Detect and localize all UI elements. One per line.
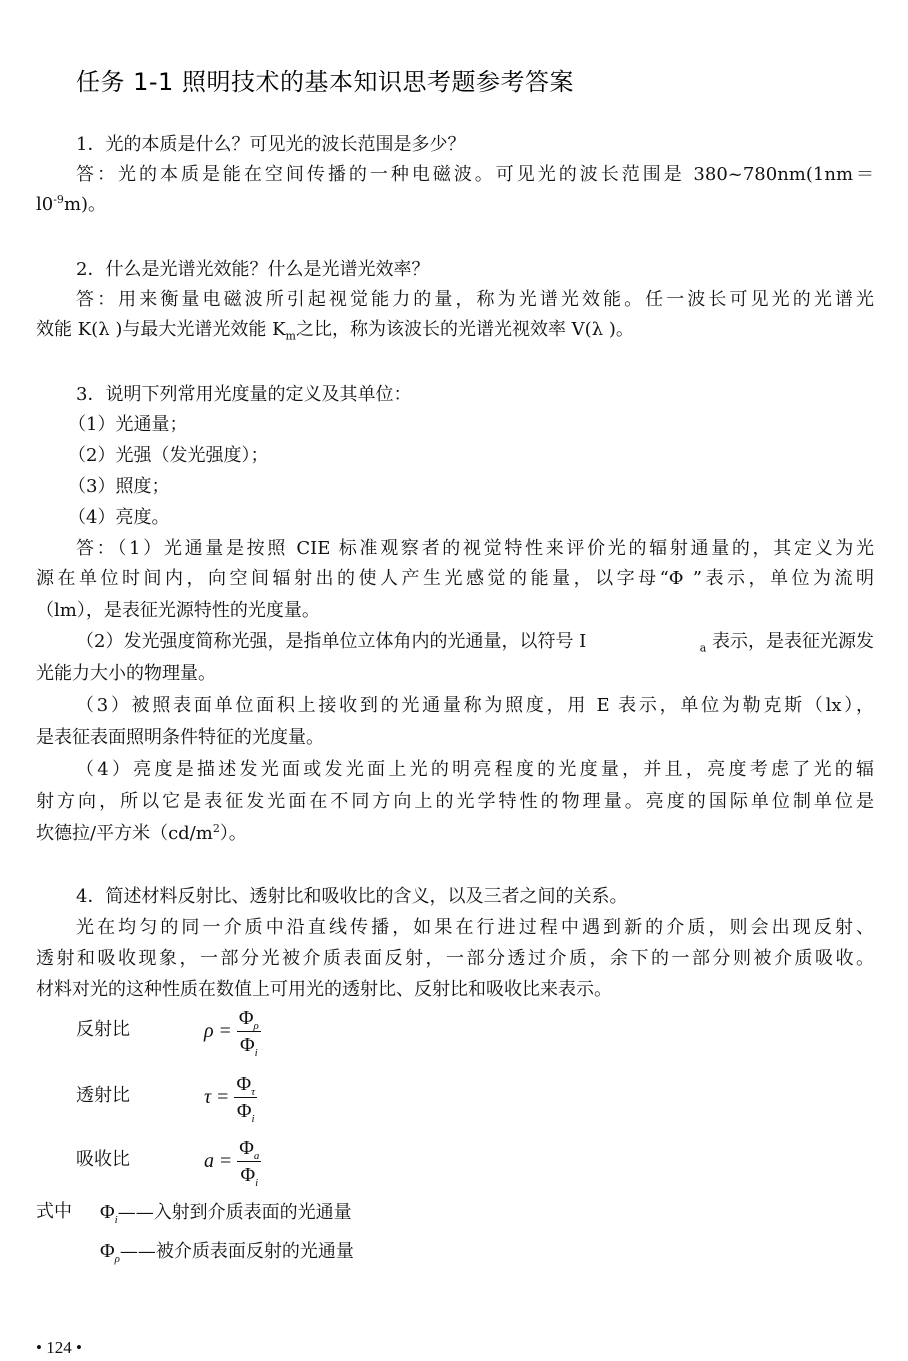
fraction: $\frac{\Phi_\tau}{\Phi_i}$ xyxy=(236,1073,256,1125)
question-3-item: （1）光通量； xyxy=(68,414,188,435)
formula-absorptance: a = $\frac{\Phi_a}{\Phi_i}$ xyxy=(204,1137,260,1189)
page-number: • 124 • xyxy=(36,1338,82,1357)
answer-3-2-line-2: 光能力大小的物理量。 xyxy=(36,663,216,684)
answer-3-4-line-1: （4）亮度是描述发光面或发光面上光的明亮程度的光度量，并且，亮度考虑了光的辐 xyxy=(76,759,874,780)
answer-1-line-1: 答：光的本质是能在空间传播的一种电磁波。可见光的波长范围是 380~780nm(1nm＝ xyxy=(76,164,874,185)
answer-3-3-line-1: （3）被照表面单位面积上接收到的光通量称为照度，用 E 表示，单位为勒克斯（lx）， xyxy=(76,695,874,716)
answer-3-1-line-3: （lm），是表征光源特性的光度量。 xyxy=(36,600,320,621)
answer-4-line-3: 材料对光的这种性质在数值上可用光的透射比、反射比和吸收比来表示。 xyxy=(36,979,612,1000)
formula-reflectance: ρ = $\frac{\Phi_\rho}{\Phi_i}$ xyxy=(204,1007,259,1059)
where-label: 式中 xyxy=(36,1201,72,1222)
question-3: 3．说明下列常用光度量的定义及其单位： xyxy=(76,384,412,405)
question-3-item: （3）照度； xyxy=(68,476,170,497)
question-4: 4．简述材料反射比、透射比和吸收比的含义，以及三者之间的关系。 xyxy=(76,886,628,907)
question-3-item: （4）亮度。 xyxy=(68,507,170,528)
answer-3-2-line-1: （2）发光强度简称光强，是指单位立体角内的光通量，以符号 I $_a$ 表示，是表征光源发 xyxy=(76,631,874,655)
where-item: $\Phi_\rho——$被介质表面反射的光通量 xyxy=(100,1240,354,1265)
question-1: 1．光的本质是什么？可见光的波长范围是多少？ xyxy=(76,134,466,155)
answer-2-line-1: 答：用来衡量电磁波所引起视觉能力的量，称为光谱光效能。任一波长可见光的光谱光 xyxy=(76,289,874,310)
formula-transmittance: τ = $\frac{\Phi_\tau}{\Phi_i}$ xyxy=(204,1073,256,1125)
formula-label-transmittance: 透射比 xyxy=(76,1085,130,1106)
answer-1-line-2: $l0^{-9}m$)。 xyxy=(36,193,107,215)
question-2: 2．什么是光谱光效能？什么是光谱光效率？ xyxy=(76,259,430,280)
formula-label-reflectance: 反射比 xyxy=(76,1019,130,1040)
question-3-item: （2）光强（发光强度）； xyxy=(68,445,269,466)
page-title: 任务 1-1 照明技术的基本知识思考题参考答案 xyxy=(76,68,574,96)
fraction: $\frac{\Phi_\rho}{\Phi_i}$ xyxy=(238,1007,259,1059)
answer-4-line-1: 光在均匀的同一介质中沿直线传播，如果在行进过程中遇到新的介质，则会出现反射、 xyxy=(76,917,874,938)
formula-label-absorptance: 吸收比 xyxy=(76,1149,130,1170)
answer-4-line-2: 透射和吸收现象，一部分光被介质表面反射，一部分透过介质，余下的一部分则被介质吸收。 xyxy=(36,948,874,969)
answer-2-line-2: 效能 K(λ )与最大光谱光效能 $K_m$之比，称为该波长的光谱光视效率 V(λ )。 xyxy=(36,319,634,343)
answer-3-4-line-3: 坎德拉/平方米$(cd/m^2)$。 xyxy=(36,822,247,844)
answer-3-1-line-1: 答：（1）光通量是按照 CIE 标准观察者的视觉特性来评价光的辐射通量的，其定义为光 xyxy=(76,538,874,559)
answer-3-4-line-2: 射方向，所以它是表征发光面在不同方向上的光学特性的物理量。亮度的国际单位制单位是 xyxy=(36,791,874,812)
answer-3-3-line-2: 是表征表面照明条件特征的光度量。 xyxy=(36,727,324,748)
fraction: $\frac{\Phi_a}{\Phi_i}$ xyxy=(239,1137,260,1189)
where-item: $\Phi_i——$入射到介质表面的光通量 xyxy=(100,1201,352,1226)
answer-3-1-line-2: 源在单位时间内，向空间辐射出的使人产生光感觉的能量，以字母“Φ ”表示，单位为流明 xyxy=(36,568,874,589)
